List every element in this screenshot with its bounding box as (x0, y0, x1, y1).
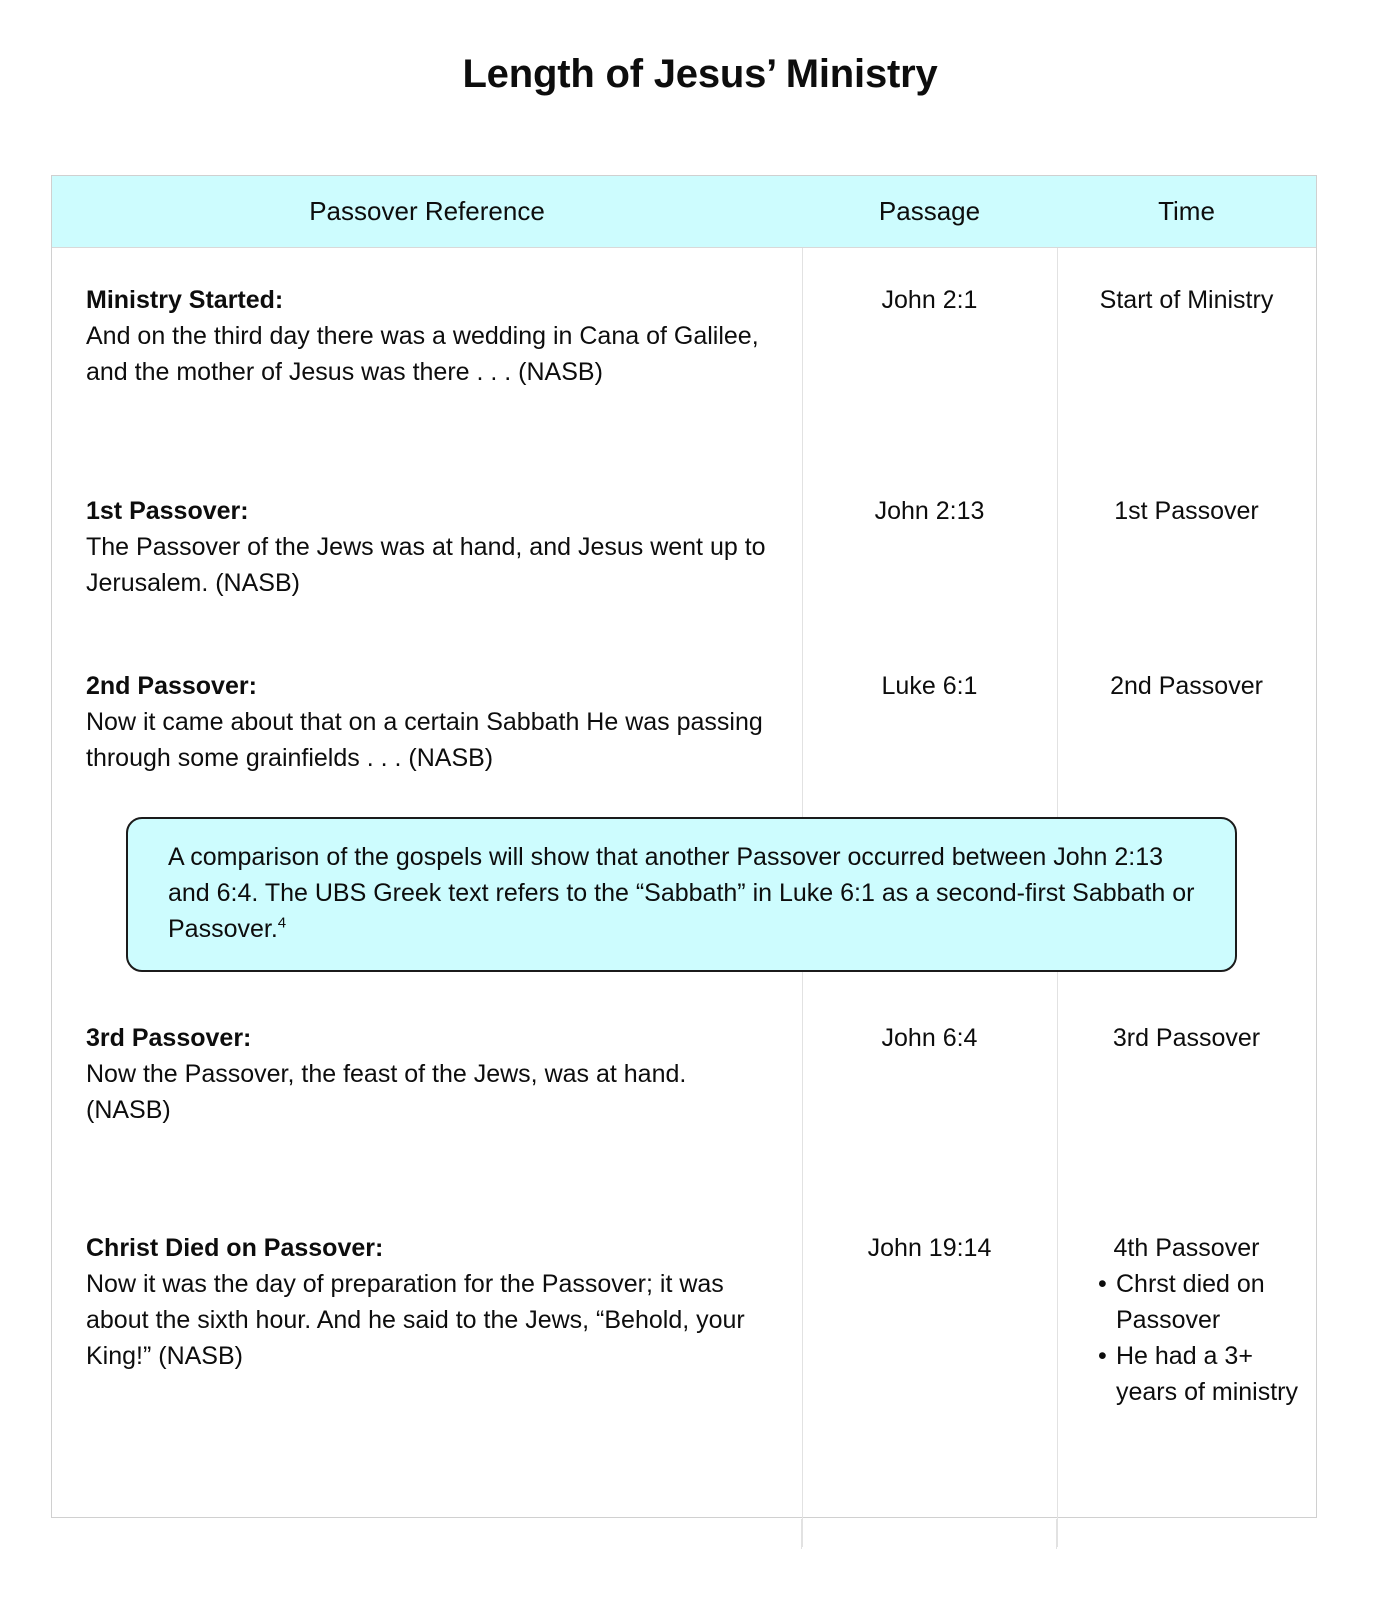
column-header-time: Time (1158, 196, 1215, 226)
row-quote: The Passover of the Jews was at hand, and Jesus went up to Jerusalem. (NASB) (86, 533, 766, 597)
page-title: Length of Jesus’ Ministry (462, 52, 938, 96)
cell-passover-reference (86, 493, 776, 601)
cell-time: 1st Passover (1114, 497, 1259, 525)
cell-passage: John 2:13 (874, 497, 985, 525)
footnote-marker: 4 (277, 914, 287, 932)
cell-passover-reference (86, 1020, 776, 1128)
row-quote: Now it came about that on a certain Sabbath He was passing through some grainfields . . . (NASB) (86, 708, 763, 772)
table-header-row (52, 176, 1316, 248)
cell-passage: John 19:14 (867, 1234, 992, 1262)
column-divider-stub-2 (1056, 1519, 1057, 1549)
time-bullet-list (1096, 1266, 1301, 1410)
cell-passover-reference (86, 1230, 776, 1374)
callout-body: A comparison of the gospels will show that another Passover occurred between John 2:13 and 6:4. The UBS Greek text refers to the “Sabbath” in Luke 6:1 as a second-first Sabbath or Passover. (168, 843, 1195, 943)
row-label: Ministry Started: (86, 286, 284, 314)
cell-time: 2nd Passover (1110, 672, 1263, 700)
cell-passage: Luke 6:1 (881, 672, 978, 700)
list-item: • He had a 3+ years of ministry (1096, 1338, 1301, 1410)
row-label: 1st Passover: (86, 497, 249, 525)
row-quote: Now the Passover, the feast of the Jews, was at hand. (NASB) (86, 1060, 687, 1124)
cell-passage: John 6:4 (881, 1024, 978, 1052)
cell-time: Start of Ministry (1099, 286, 1274, 314)
row-label: 2nd Passover: (86, 672, 257, 700)
cell-passover-reference (86, 668, 776, 776)
column-header-passover-reference: Passover Reference (309, 196, 545, 226)
row-quote: And on the third day there was a wedding in Cana of Galilee, and the mother of Jesus was there . . . (NASB) (86, 322, 759, 386)
row-label: 3rd Passover: (86, 1024, 252, 1052)
time-heading: 4th Passover (1113, 1234, 1260, 1262)
callout-box (126, 817, 1237, 972)
cell-passage: John 2:1 (881, 286, 978, 314)
cell-time: 3rd Passover (1112, 1024, 1261, 1052)
cell-passover-reference (86, 282, 776, 390)
callout-text (168, 839, 1198, 947)
cell-time (1057, 1230, 1316, 1410)
column-header-passage: Passage (878, 196, 981, 226)
row-label: Christ Died on Passover: (86, 1234, 384, 1262)
column-divider-stub-1 (801, 1519, 802, 1549)
row-quote: Now it was the day of preparation for the Passover; it was about the sixth hour. And he said to the Jews, “Behold, your King!” (NASB) (86, 1270, 745, 1370)
list-item: • Chrst died on Passover (1096, 1266, 1301, 1338)
